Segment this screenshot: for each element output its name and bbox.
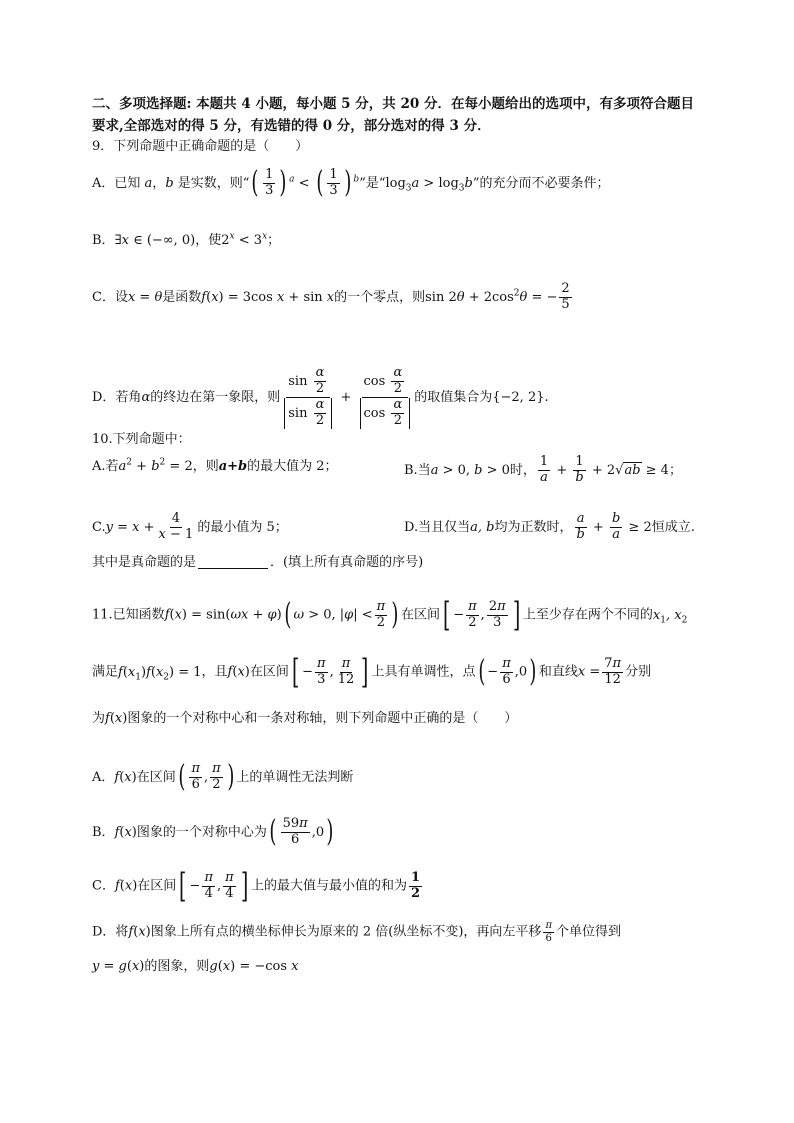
q9-option-a: A．已知 a，b 是实数，则“( $\frac{1}{3}$ ) $^a$ < ( $\frac{1}{3}$ ) $^b$”是“$\log_3a > \log_3b$”的充分而不必要条件；	[92, 165, 610, 201]
q11-point-left-paren: (	[477, 654, 485, 689]
right-paren-2: )	[344, 165, 352, 201]
q11-stem-prefix: 11.已知函数	[92, 607, 165, 623]
q11-x1-x2: $x_1$, $x_2$	[652, 607, 688, 626]
q9-a-text2: ”是“	[359, 175, 386, 191]
fraction-pi-over-4-neg: $\frac{\pi}{4}$	[204, 869, 213, 901]
fraction-pi-over-6: $\frac{\pi}{6}$	[191, 761, 200, 792]
q10-fill-label: 其中是真命题的是	[92, 555, 197, 570]
q9-c-prefix: C．设	[92, 289, 128, 305]
q10-fill-tail: ．(填上所有真命题的序号)	[270, 555, 424, 570]
q11-line2-left-bracket: [	[291, 652, 300, 692]
fraction-pi-over-6-neg: $\frac{\pi}{6}$	[502, 655, 511, 687]
fraction-pi-over-2-a: $\frac{\pi}{2}$	[212, 761, 221, 792]
q11-interval-right-bracket: ]	[512, 595, 520, 635]
q9-b-ineq: $2^x < 3^x$	[221, 231, 268, 248]
q11-line2-text2: 在区间	[249, 664, 289, 680]
right-paren: )	[279, 165, 287, 201]
q9-d-text1: 的终边在第一象限，则	[150, 389, 281, 405]
q10-b-text1: 时，	[509, 462, 536, 478]
q11-option-c: C．f(x)在区间[ − $\frac{\pi}{4}$ , $\frac{\pi}{4}$ ] 上的最大值与最小值的和为 $\frac{1}{2}$	[92, 866, 421, 906]
q11-a-text1: 在区间	[136, 769, 176, 785]
q9-c-expr: $\sin 2\theta + 2\cos^2\theta$ = −	[425, 288, 558, 305]
q11-cond-right-paren: )	[391, 597, 399, 632]
fraction-one-over-a: $\frac{1}{a}$	[539, 454, 549, 485]
fraction-four-over-x-minus-one: $\frac{4}{x - 1}$	[158, 511, 194, 542]
q11-option-b: B．f(x)图象的一个对称中心为( $\frac{59\pi}{6}$ ,0)	[92, 814, 334, 850]
q11-stem: 11.已知函数f(x) = sin(ωx + φ)( ω > 0, |φ| < $\frac{\pi}{2}$ ) 在区间[ − $\frac{\pi}{2}$ , $\frac{2\pi}{3}$ ] 上至少存在两个不同的$x_1$, $x_2$	[92, 595, 688, 635]
section-heading-line2: 要求,全部选对的得 5 分，有选错的得 0 分，部分选对的得 3 分．	[92, 118, 491, 134]
q9-d-text2: 的取值集合为	[414, 389, 493, 405]
fraction-pi-over-12: $\frac{\pi}{12}$	[337, 655, 355, 687]
fraction-sin-over-abs-sin: sin $\frac{\alpha}{2}$ sin $\frac{\alpha}{2}$	[282, 366, 334, 429]
q11-b-prefix: B．	[92, 824, 115, 840]
q9-option-b: B．∃x ∈ (−∞, 0)，使$2^x < 3^x$；	[92, 231, 281, 248]
fraction-one-third: $\frac{1}{3}$	[265, 167, 274, 198]
q10-c-expr: y = x +	[105, 519, 155, 535]
left-paren: (	[251, 165, 259, 201]
q11-a-fx: f(x)	[114, 769, 137, 785]
q9-c-text2: 的一个零点，则	[334, 289, 426, 305]
q11-option-d-line2	[92, 960, 299, 973]
q11-b-right-paren: )	[326, 814, 334, 850]
q11-cond-left-paren: (	[284, 597, 292, 632]
q10-b-prefix: B.当	[404, 462, 431, 478]
q10-d-vars: a, b	[470, 519, 495, 535]
fraction-2pi-over-3: $\frac{2\pi}{3}$	[488, 598, 506, 630]
q11-text2: 上至少存在两个不同的	[522, 607, 653, 623]
q10-a-sum: a+b	[218, 459, 248, 474]
q10-d-prefix: D.当且仅当	[404, 519, 471, 535]
q9-d-alpha: α	[141, 389, 151, 405]
q11-c-right-bracket: ]	[240, 866, 248, 906]
q11-b-text1: 图象的一个对称中心为	[136, 824, 267, 840]
q11-c-text1: 在区间	[137, 878, 177, 894]
q11-line3	[92, 712, 517, 725]
q11-line2-text3: 上具有单调性，点	[371, 664, 476, 680]
q11-d-text2: 个单位得到	[556, 924, 622, 940]
q11-line2: 满足$f(x_1)f(x_2) = 1$，且f(x)在区间[ − $\frac{\pi}{3}$ , $\frac{\pi}{12}$ ] 上具有单调性，点( − $\frac{\pi}{6}$ ,0) 和直线x = $\frac{7\pi}{12}$ 分别	[92, 652, 652, 692]
section-heading-line1: 二、多项选择题: 本题共 4 小题，每小题 5 分，共 20 分．在每小题给出的选项中，有多项符合题目	[92, 96, 694, 112]
fraction-one-over-b: $\frac{1}{b}$	[575, 454, 584, 485]
sqrt-ab: ab	[624, 462, 641, 478]
q11-interval-left-bracket: [	[442, 595, 451, 635]
fraction-7pi-over-12: $\frac{7\pi}{12}$	[604, 655, 622, 687]
q9-b-prefix: B．	[92, 233, 115, 248]
q10-option-b: B.当a > 0, b > 0时， $\frac{1}{a}$ + $\frac{1}{b}$ + 2√ab ≥ 4；	[404, 454, 682, 485]
q11-c-left-bracket: [	[179, 866, 187, 906]
fraction-one-third-2: $\frac{1}{3}$	[329, 167, 338, 198]
q10-d-text1: 均为正数时，	[494, 519, 573, 535]
q9-c-text1: 是函数	[162, 289, 202, 305]
q9-a-var-b: b	[165, 175, 174, 191]
q11-line2-text4: 和直线	[538, 664, 578, 680]
q9-a-text1: 是实数，则“	[177, 175, 250, 191]
q11-line2-text1: ，且	[201, 664, 228, 680]
q11-d-gx: y = g(x)	[92, 959, 145, 974]
q10-stem: 10.下列命题中：	[92, 432, 191, 447]
fraction-pi-over-2: $\frac{\pi}{2}$	[376, 598, 386, 630]
answer-blank[interactable]	[198, 556, 268, 569]
q9-b-expr: ∃x ∈ (−∞, 0)	[114, 233, 196, 248]
q11-line3-prefix: 为	[92, 711, 106, 726]
q10-option-c	[92, 512, 288, 543]
q9-a-log-expr: $\log_3a > \log_3b$	[385, 175, 473, 194]
q11-c-prefix: C．	[92, 878, 115, 894]
q9-a-prefix: A．已知	[92, 175, 141, 191]
q10-a-prefix: A.若	[92, 459, 119, 474]
q9-d-set: {−2, 2}	[492, 389, 545, 405]
q11-function: f(x) = sin(ωx + φ)	[164, 607, 282, 623]
q11-a-prefix: A．	[92, 769, 115, 785]
q11-point-right-paren: )	[529, 654, 537, 689]
fraction-b-over-a: $\frac{b}{a}$	[611, 511, 621, 542]
q9-option-d: D．若角α的终边在第一象限，则 sin $\frac{\alpha}{2}$ sin $\frac{\alpha}{2}$ + cos $\frac{\alpha}{2}$ cos $\frac{\alpha}{2}$ 的取值集合为{−2, 2}.	[92, 365, 549, 428]
q10-c-text1: 的最小值为 5；	[197, 519, 288, 535]
q11-text1: 在区间	[400, 607, 440, 623]
fraction-pi-over-4: $\frac{\pi}{4}$	[225, 869, 234, 901]
q11-b-fx: f(x)	[114, 824, 137, 840]
q11-c-text2: 上的最大值与最小值的和为	[250, 878, 407, 894]
q11-fx-2: f(x)	[105, 711, 128, 726]
q11-a-text2: 上的单调性无法判断	[236, 769, 354, 785]
fraction-one-half: $\frac{1}{2}$	[410, 869, 421, 901]
q9-c-x-theta: x = θ	[127, 289, 163, 305]
q10-c-prefix: C.	[92, 519, 106, 535]
left-paren-2: (	[316, 165, 324, 201]
q10-d-text2: 恒成立.	[651, 519, 695, 535]
q11-d-prefix: D．将	[92, 924, 129, 940]
q10-option-a	[92, 457, 338, 474]
q11-d-fx: f(x)	[128, 924, 151, 940]
q11-d-result: g(x) = −cos x	[209, 959, 299, 974]
q11-product: $f(x_1)f(x_2) = 1$	[118, 664, 202, 683]
q11-line-x: x =	[577, 664, 601, 680]
q11-a-left-paren: (	[178, 759, 186, 795]
fraction-a-over-b: $\frac{a}{b}$	[576, 511, 585, 542]
q10-a-text1: ，则	[192, 459, 219, 474]
fraction-two-fifths: $\frac{2}{5}$	[561, 281, 570, 312]
q10-b-cond: a > 0, b > 0	[430, 462, 510, 478]
q11-b-left-paren: (	[269, 814, 277, 850]
q11-option-d	[92, 920, 621, 944]
q11-line2-right-bracket: ]	[361, 652, 369, 692]
q11-condition: ω > 0, |φ| <	[293, 607, 373, 623]
q11-line2-prefix: 满足	[92, 664, 119, 680]
q11-d-line2-text: 的图象，则	[144, 959, 210, 974]
fraction-pi-over-6-d: $\frac{\pi}{6}$	[545, 920, 553, 944]
q11-c-fx: f(x)	[114, 878, 138, 894]
q10-a-expr: $a^2 + b^2 = 2$	[118, 457, 193, 474]
q11-line3-text: 图象的一个对称中心和一条对称轴，则下列命题中正确的是（ ）	[127, 711, 518, 726]
fraction-pi-over-2-neg: $\frac{\pi}{2}$	[468, 598, 477, 630]
q9-a-vars: a	[144, 175, 153, 191]
q11-a-right-paren: )	[227, 759, 235, 795]
q10-option-d: D.当且仅当a, b均为正数时， $\frac{a}{b}$ + $\frac{b}{a}$ ≥ 2恒成立.	[404, 511, 695, 542]
q9-option-c	[92, 282, 574, 313]
q10-a-text2: 的最大值为 2；	[247, 459, 338, 474]
q9-c-function: f(x) = 3cos x + sin x	[201, 289, 335, 305]
q11-d-text1: 图象上所有点的横坐标伸长为原来的 2 倍(纵坐标不变)，再向左平移	[150, 924, 542, 940]
q11-option-a: A．f(x)在区间( $\frac{\pi}{6}$ , $\frac{\pi}{2}$ ) 上的单调性无法判断	[92, 759, 354, 795]
fraction-pi-over-3-neg: $\frac{\pi}{3}$	[317, 655, 326, 687]
q9-b-text: ，使	[195, 233, 222, 248]
q11-fx-1: f(x)	[227, 664, 250, 680]
q9-d-prefix: D．若角	[92, 389, 142, 405]
q9-stem: 9．下列命题中正确命题的是（ ）	[92, 139, 309, 154]
fraction-cos-over-abs-cos: cos $\frac{\alpha}{2}$ cos $\frac{\alpha}{2}$	[358, 366, 413, 429]
q9-a-text3: ”的充分而不必要条件；	[472, 175, 610, 191]
q10-fill-line	[92, 556, 423, 569]
fraction-59pi-over-6: $\frac{59\pi}{6}$	[282, 816, 308, 847]
q11-line2-text5: 分别	[625, 664, 652, 680]
